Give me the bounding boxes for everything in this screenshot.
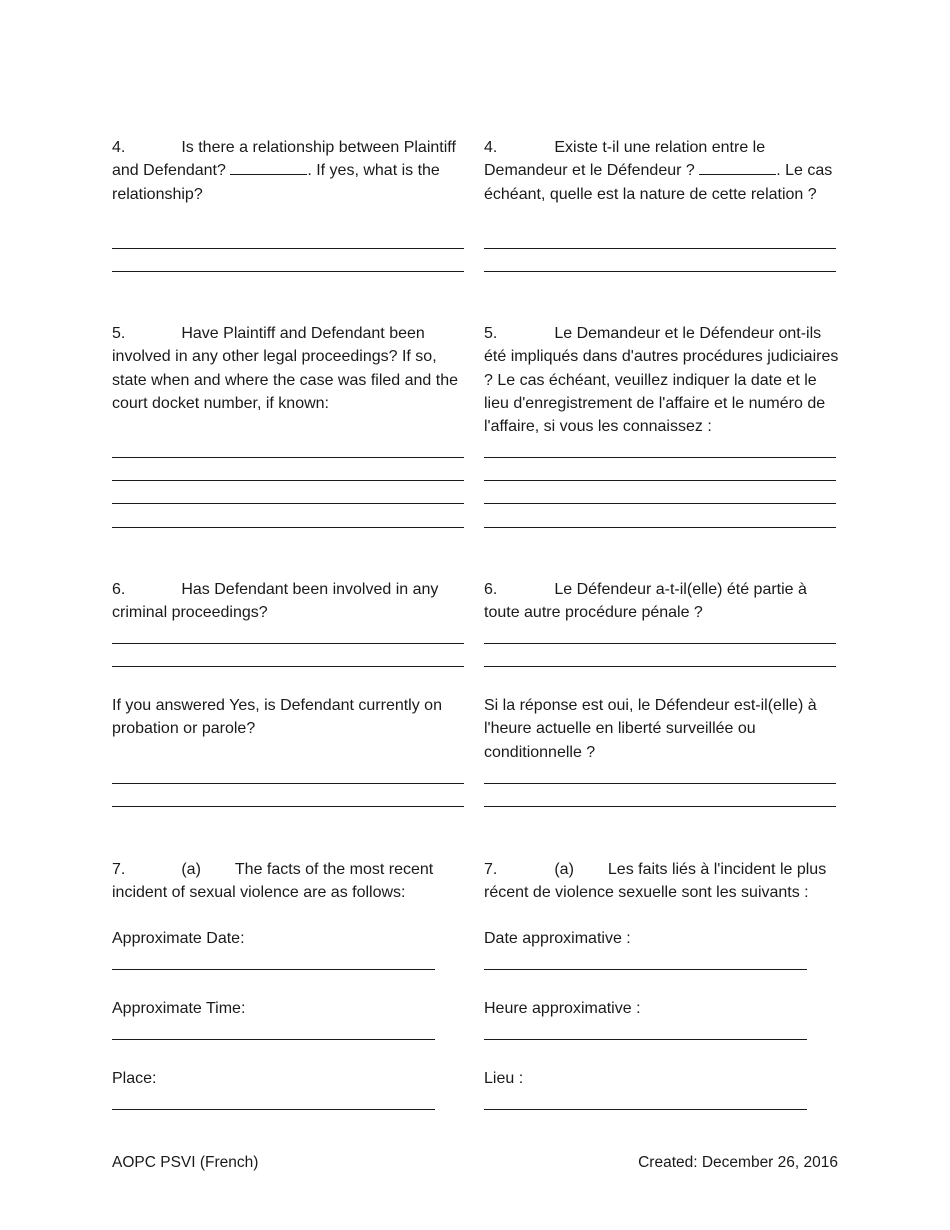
q6-french [484,578,840,625]
q7-sub: (a) [181,861,201,878]
date-label-fr: Date approximative : [484,930,631,947]
q5-french-text: Le Demandeur et le Défendeur ont-ils été impliqués dans d'autres procédures judiciaires ? Le cas échéant, veuillez indiquer la date et le lieu d'enregistrement de l'affaire et le numéro de l'affaire, si vous les connaissez : [484,325,839,436]
q5-english [112,322,470,415]
time-input-line-en[interactable] [112,1039,435,1040]
date-input-line-en[interactable] [112,969,435,970]
q6-english [112,578,470,625]
q4-french-text-start: Existe t-il une relation entre le Demandeur et le Défendeur ? [484,139,766,180]
q5-number: 5. [112,325,126,342]
time-label-en: Approximate Time: [112,1000,246,1017]
q4-answer-line-fr-1[interactable] [484,248,836,249]
q6-answer-line-en-1[interactable] [112,643,464,644]
q5-english-text: Have Plaintiff and Defendant been involved in any other legal proceedings? If so, state when and where the case was filed and the court docket number, if known: [112,325,458,412]
date-label-en: Approximate Date: [112,930,245,947]
q6-english-text: Has Defendant been involved in any criminal proceedings? [112,581,439,622]
q7-number-fr: 7. [484,861,498,878]
q4-french-blank[interactable] [699,160,776,175]
place-label-fr: Lieu : [484,1070,524,1087]
q4-answer-line-en-2[interactable] [112,271,464,272]
q4-english-blank[interactable] [230,160,307,175]
q6-answer-line-fr-1[interactable] [484,643,836,644]
q5-answer-line-en-1[interactable] [112,457,464,458]
q6-french-text: Le Défendeur a-t-il(elle) été partie à toute autre procédure pénale ? [484,581,807,622]
footer-form-id: AOPC PSVI (French) [112,1154,259,1171]
q7-number: 7. [112,861,126,878]
q7-french [484,858,840,905]
q6-number-fr: 6. [484,581,498,598]
q4-answer-line-en-1[interactable] [112,248,464,249]
q5-answer-line-en-4[interactable] [112,527,464,528]
q6-followup-line-en-1[interactable] [112,783,464,784]
q4-english-text-start: Is there a relationship between Plaintiff and Defendant? [112,139,456,180]
q6-answer-line-fr-2[interactable] [484,666,836,667]
q6-followup-french: Si la réponse est oui, le Défendeur est-il(elle) à l'heure actuelle en liberté surveillée ou conditionnelle ? [484,697,817,761]
q4-english [112,136,470,206]
q5-answer-line-fr-1[interactable] [484,457,836,458]
q7-sub-fr: (a) [554,861,574,878]
q4-answer-line-fr-2[interactable] [484,271,836,272]
footer-created-date: Created: December 26, 2016 [638,1154,838,1171]
place-input-line-en[interactable] [112,1109,435,1110]
q5-number-fr: 5. [484,325,498,342]
place-input-line-fr[interactable] [484,1109,807,1110]
q5-answer-line-fr-3[interactable] [484,503,836,504]
place-label-en: Place: [112,1070,157,1087]
q7-english-text: The facts of the most recent incident of sexual violence are as follows: [112,861,434,902]
time-label-fr: Heure approximative : [484,1000,641,1017]
q4-french [484,136,840,206]
q6-followup-english: If you answered Yes, is Defendant currently on probation or parole? [112,697,442,738]
q5-answer-line-en-2[interactable] [112,480,464,481]
q4-number: 4. [112,139,126,156]
q6-answer-line-en-2[interactable] [112,666,464,667]
q6-followup-line-fr-1[interactable] [484,783,836,784]
q5-french [484,322,844,438]
q4-number-fr: 4. [484,139,498,156]
q7-english [112,858,470,905]
q6-number: 6. [112,581,126,598]
date-input-line-fr[interactable] [484,969,807,970]
time-input-line-fr[interactable] [484,1039,807,1040]
q7-french-text: Les faits liés à l'incident le plus récent de violence sexuelle sont les suivants : [484,861,827,902]
q6-followup-line-fr-2[interactable] [484,806,836,807]
q4-english-text-end: . If yes, what is the relationship? [112,162,440,203]
q6-followup-line-en-2[interactable] [112,806,464,807]
q5-answer-line-fr-4[interactable] [484,527,836,528]
q4-french-text-end: . Le cas échéant, quelle est la nature de cette relation ? [484,162,833,203]
q5-answer-line-en-3[interactable] [112,503,464,504]
q5-answer-line-fr-2[interactable] [484,480,836,481]
